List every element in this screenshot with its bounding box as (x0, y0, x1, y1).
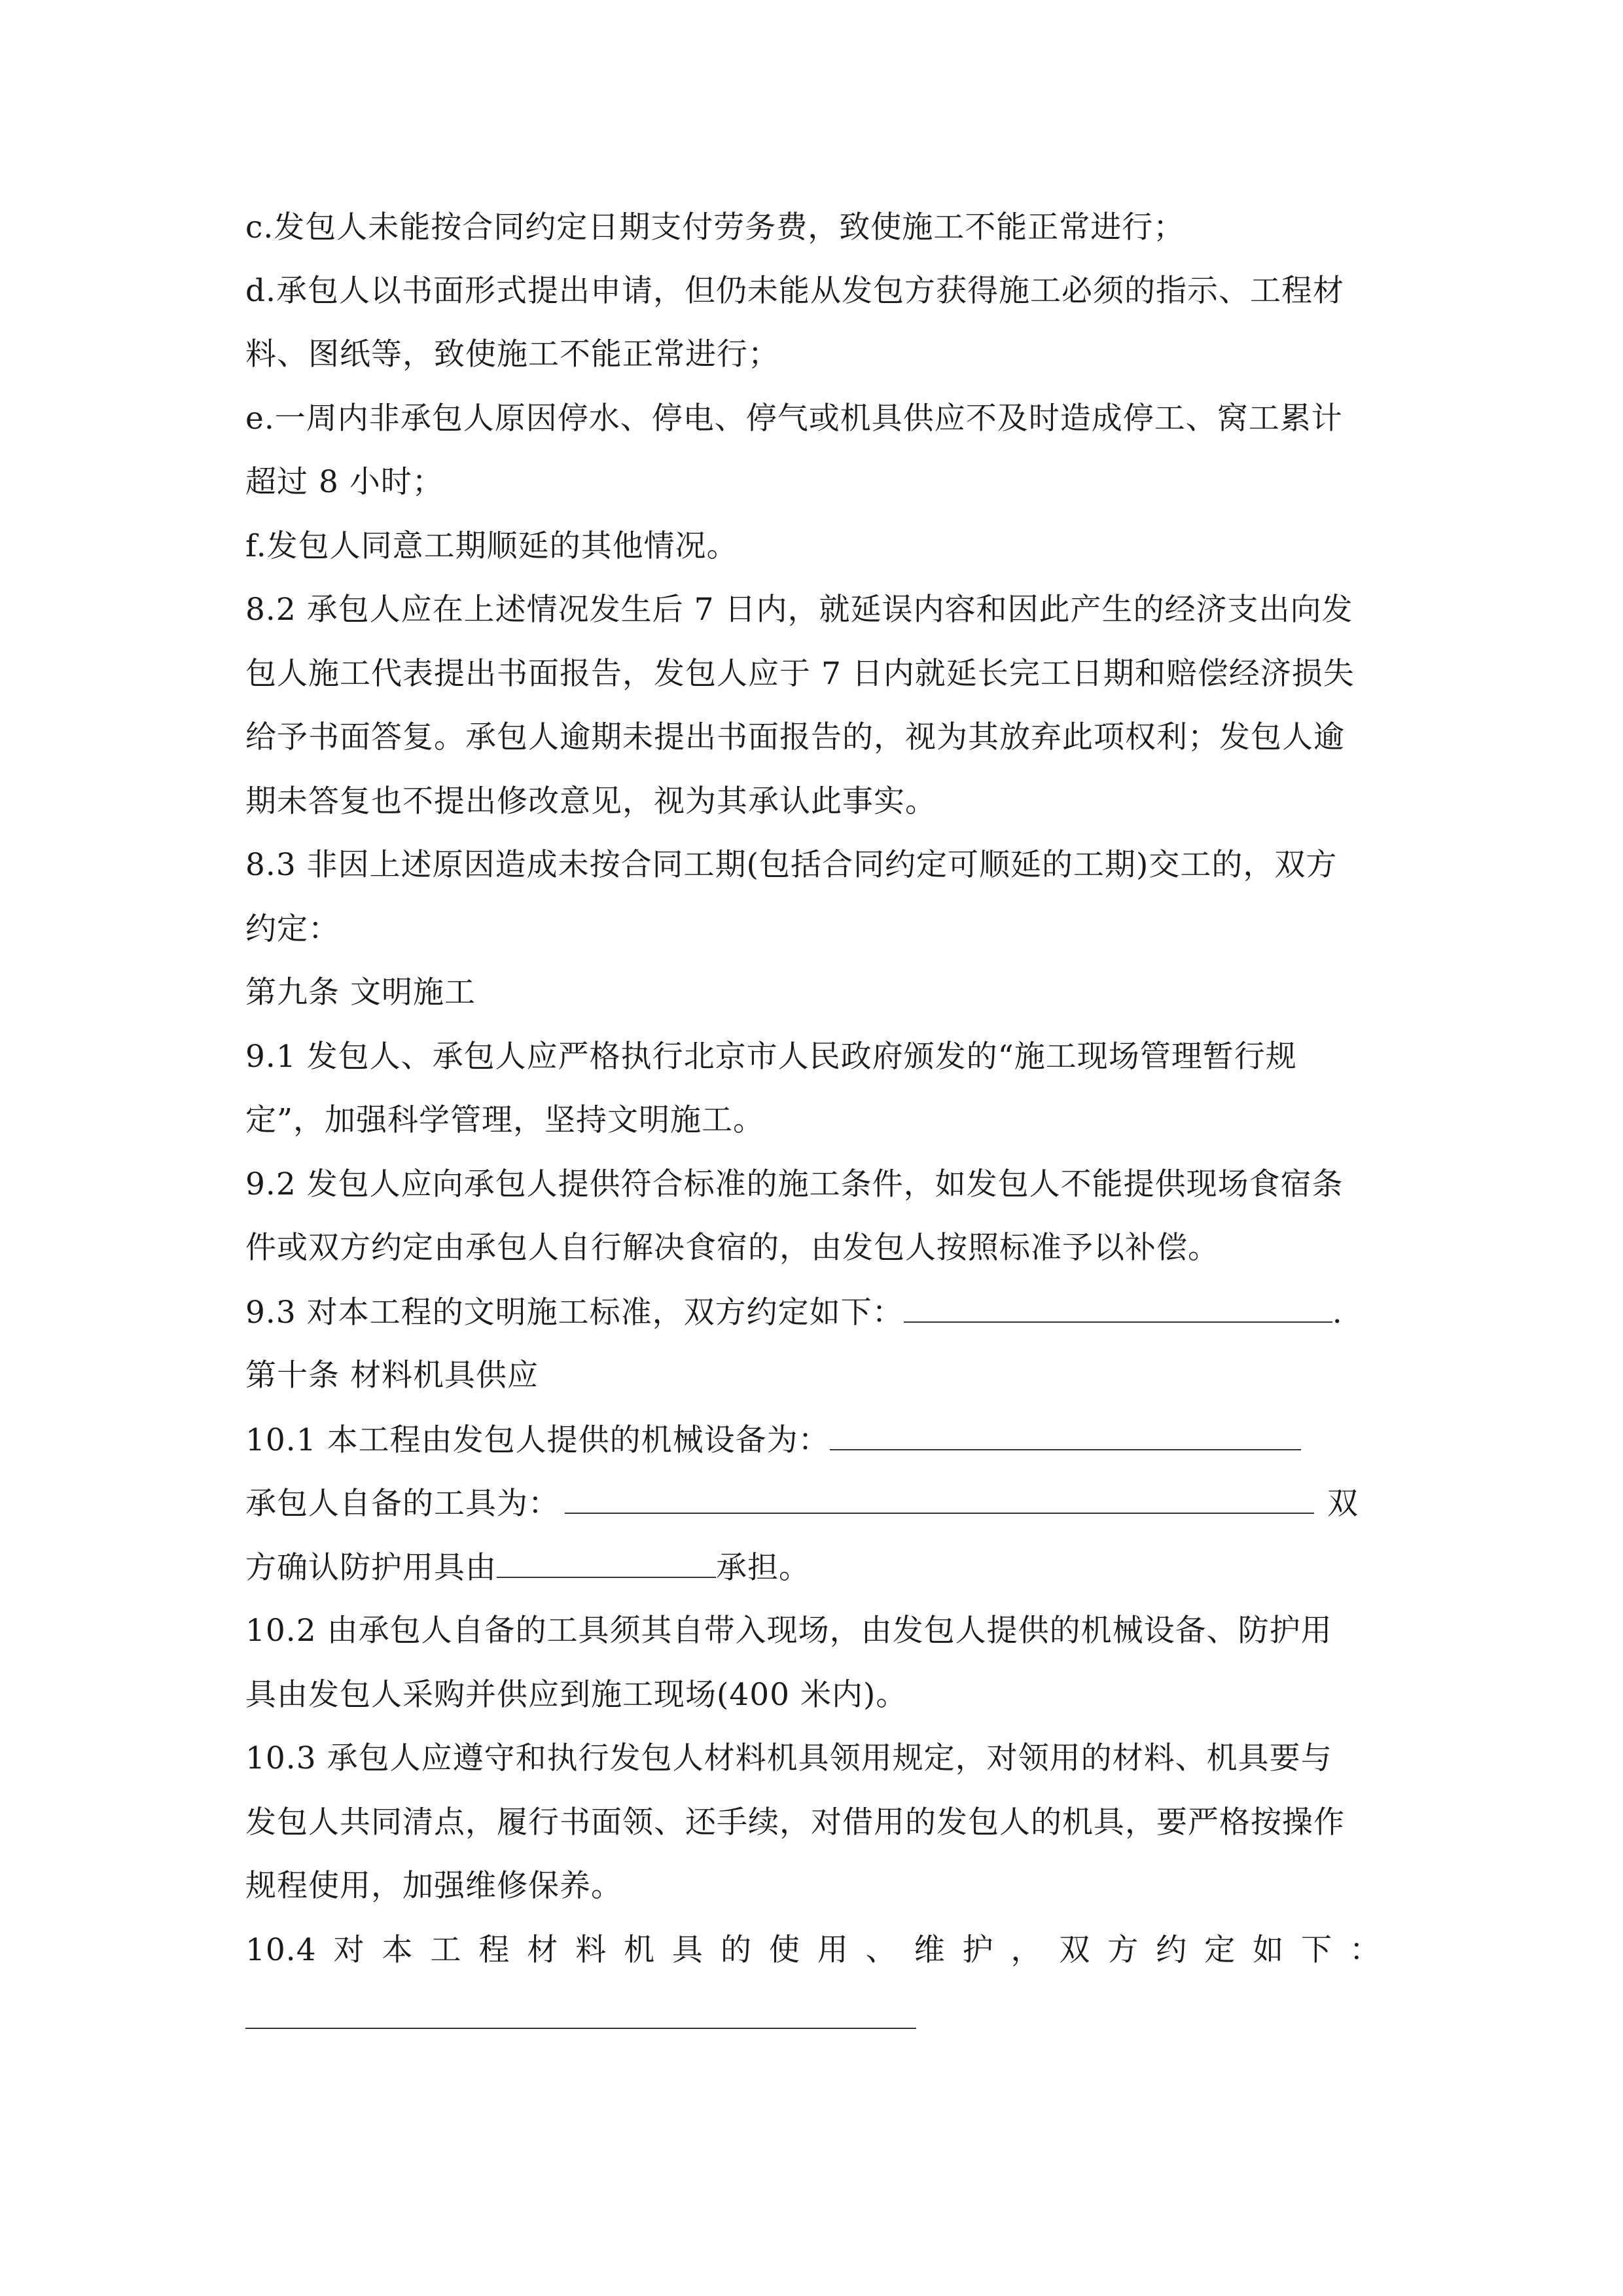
clause-10-4-number: 10.4 (245, 1932, 317, 1968)
clause-10-2: 10.2 由承包人自备的工具须其自带入现场，由发包人提供的机械设备、防护用 (245, 1613, 1332, 1649)
clause-8-1-e-cont: 超过 8 小时； (245, 464, 444, 500)
clause-10-4-char: 材 (527, 1932, 559, 1968)
clause-10-4-char: 方 (1107, 1932, 1139, 1968)
contractor-tools-text: 承包人自备的工具为： (245, 1486, 560, 1522)
clause-8-1-e: e.一周内非承包人原因停水、停电、停气或机具供应不及时造成停工、窝工累计 (245, 401, 1343, 437)
clause-9-1-cont: 定”，加强科学管理，坚持文明施工。 (245, 1102, 765, 1138)
clause-8-1-c: c.发包人未能按合同约定日期支付劳务费，致使施工不能正常进行； (245, 209, 1185, 245)
clause-10-4 (245, 1931, 1381, 1970)
clause-10-1 (245, 1420, 1381, 1460)
clause-10-4-char: 具 (672, 1932, 704, 1968)
bear-text: 承担。 (716, 1550, 810, 1586)
clause-8-3-cont: 约定： (245, 911, 340, 947)
clause-10-4-char: 、 (865, 1932, 897, 1968)
clause-10-4-char: 约 (1156, 1932, 1188, 1968)
clause-10-3: 10.3 承包人应遵守和执行发包人材料机具领用规定，对领用的材料、机具要与 (245, 1740, 1332, 1776)
clause-8-2-cont-1: 包人施工代表提出书面报告，发包人应于 7 日内就延长完工日期和赔偿经济损失 (245, 656, 1355, 692)
clause-8-1-d: d.承包人以书面形式提出申请，但仍未能从发包方获得施工必须的指示、工程材 (245, 273, 1345, 309)
contractor-tools-blank[interactable] (565, 1484, 1314, 1514)
clause-10-1-protective (245, 1548, 1381, 1588)
clause-10-4-char: 如 (1253, 1932, 1285, 1968)
both-parties-text: 双 (1327, 1486, 1359, 1522)
clause-8-2-cont-2: 给予书面答复。承包人逾期未提出书面报告的，视为其放弃此项权利；发包人逾 (245, 719, 1345, 755)
clause-9-3-text: 9.3 对本工程的文明施工标准，双方约定如下： (245, 1295, 904, 1331)
clause-10-4-char: 用 (817, 1932, 849, 1968)
article-9-heading: 第九条 文明施工 (245, 975, 476, 1011)
clause-10-4-char: 料 (575, 1932, 607, 1968)
clause-10-4-char: 机 (624, 1932, 656, 1968)
clause-8-1-f: f.发包人同意工期顺延的其他情况。 (245, 528, 738, 564)
clause-10-3-cont-2: 规程使用，加强维修保养。 (245, 1868, 622, 1904)
article-10-heading: 第十条 材料机具供应 (245, 1357, 539, 1393)
civilization-standard-blank[interactable] (904, 1293, 1332, 1323)
clause-10-4-char: 对 (333, 1932, 365, 1968)
clause-9-2: 9.2 发包人应向承包人提供符合标准的施工条件，如发包人不能提供现场食宿条 (245, 1166, 1344, 1202)
clause-10-1-text: 10.1 本工程由发包人提供的机械设备为： (245, 1422, 830, 1458)
protective-gear-text: 方确认防护用具由 (245, 1550, 497, 1586)
clause-9-2-cont: 件或双方约定由承包人自行解决食宿的，由发包人按照标准予以补偿。 (245, 1230, 1219, 1266)
clause-10-1-tools (245, 1484, 1381, 1524)
clause-10-4-char: ， (1010, 1932, 1043, 1968)
clause-9-1: 9.1 发包人、承包人应严格执行北京市人民政府颁发的“施工现场管理暂行规 (245, 1039, 1297, 1075)
clause-10-4-char: 维 (914, 1932, 946, 1968)
materials-usage-blank[interactable] (245, 2028, 916, 2029)
clause-10-4-char: 的 (720, 1932, 752, 1968)
clause-8-3: 8.3 非因上述原因造成未按合同工期(包括合同约定可顺延的工期)交工的，双方 (245, 847, 1338, 883)
clause-10-4-char: 工 (430, 1932, 462, 1968)
clause-10-2-cont: 具由发包人采购并供应到施工现场(400 米内)。 (245, 1677, 908, 1713)
clause-8-1-d-cont: 料、图纸等，致使施工不能正常进行； (245, 336, 779, 372)
clause-10-3-cont-1: 发包人共同清点，履行书面领、还手续，对借用的发包人的机具，要严格按操作 (245, 1804, 1345, 1840)
clause-10-4-char: 使 (768, 1932, 800, 1968)
clause-10-4-char: 本 (382, 1932, 414, 1968)
clause-10-4-char: 下 (1301, 1932, 1333, 1968)
clause-10-4-char: ： (1349, 1932, 1381, 1968)
clause-10-4-char: 程 (478, 1932, 510, 1968)
employer-equipment-blank[interactable] (830, 1420, 1301, 1450)
clause-10-4-char: 双 (1059, 1932, 1091, 1968)
clause-8-2-cont-3: 期未答复也不提出修改意见，视为其承认此事实。 (245, 783, 936, 819)
clause-9-3-period: . (1332, 1295, 1343, 1331)
clause-10-4-char: 定 (1204, 1932, 1236, 1968)
clause-10-4-char: 护 (962, 1932, 994, 1968)
protective-gear-blank[interactable] (497, 1548, 716, 1578)
clause-8-2: 8.2 承包人应在上述情况发生后 7 日内，就延误内容和因此产生的经济支出向发 (245, 592, 1353, 628)
clause-9-3 (245, 1293, 1381, 1333)
